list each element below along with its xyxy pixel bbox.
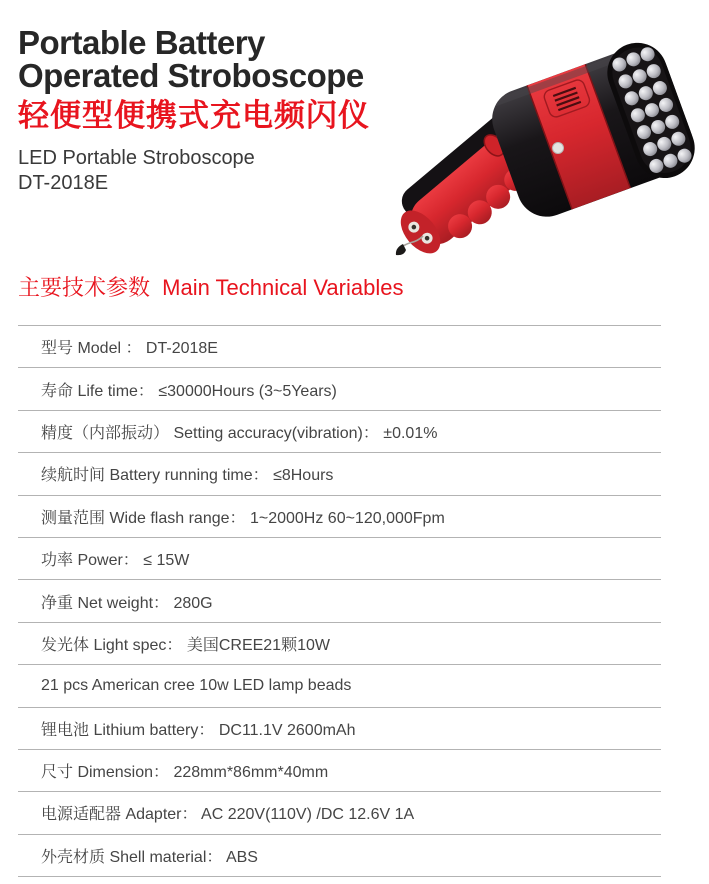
table-row: 续航时间 Battery running time： ≤8Hours xyxy=(18,452,661,494)
table-row: 电源适配器 Adapter： AC 220V(110V) /DC 12.6V 1A xyxy=(18,791,661,833)
section-heading-cn: 主要技术参数 xyxy=(18,275,151,300)
sticker-dot xyxy=(553,143,564,154)
title-line-1: Portable Battery xyxy=(18,24,265,61)
model-number: DT-2018E xyxy=(18,172,109,194)
table-row: 外壳材质 Shell material： ABS xyxy=(18,834,661,876)
device-head xyxy=(482,34,703,228)
table-row: 精度（内部振动） Setting accuracy(vibration)： ±0.01% xyxy=(18,410,661,452)
table-row: 尺寸 Dimension： 228mm*86mm*40mm xyxy=(18,749,661,791)
stroboscope-illustration xyxy=(389,30,709,260)
table-row: 锂电池 Lithium battery： DC11.1V 2600mAh xyxy=(18,707,661,749)
section-heading xyxy=(18,274,403,302)
table-row: 净重 Net weight： 280G xyxy=(18,579,661,621)
stroboscope-product-image xyxy=(389,30,709,260)
title-chinese: 轻便型便携式充电频闪仪 xyxy=(18,98,370,133)
table-row: 型号 Model ： DT-2018E xyxy=(18,325,661,367)
table-row: 21 pcs American cree 10w LED lamp beads xyxy=(18,664,661,706)
table-row: 功率 Power： ≤ 15W xyxy=(18,537,661,579)
table-row: 寿命 Life time： ≤30000Hours (3~5Years) xyxy=(18,367,661,409)
table-row: 测量范围 Wide flash range： 1~2000Hz 60~120,000Fpm xyxy=(18,495,661,537)
title-line-2: Operated Stroboscope xyxy=(18,57,364,94)
section-heading-en: Main Technical Variables xyxy=(162,275,404,300)
table-row: 发光体 Light spec： 美国CREE21颗10W xyxy=(18,622,661,664)
subtitle-en: LED Portable Stroboscope xyxy=(18,147,255,169)
page-title xyxy=(18,26,364,92)
spec-table xyxy=(18,325,661,877)
